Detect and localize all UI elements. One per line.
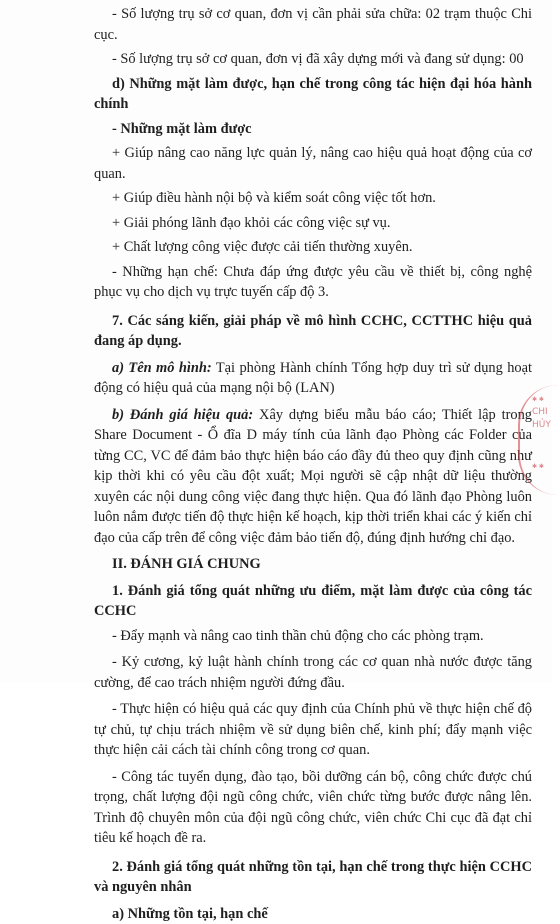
heading-1-strengths: 1. Đánh giá tổng quát những ưu điểm, mặt làm được của công tác CCHC bbox=[94, 581, 532, 622]
label-effectiveness: b) Đánh giá hiệu quả: bbox=[112, 407, 253, 423]
text-effectiveness: Xây dựng biểu mẫu báo cáo; Thiết lập trong Share Document - Ổ đĩa D máy tính của lãnh đạo Phòng các Folder của từng CC, VC để đảm bảo thực hiện báo cáo đầy đủ theo quy định cũng như kịp thời khi có yêu cầu đột xuất; Mọi người sẽ cập nhật dữ liệu thường xuyên các nội dung công việc đang thực hiện. Qua đó lãnh đạo Phòng luôn luôn nắm được tiến độ thực hiện kế hoạch, kịp thời triển khai các ý kiến chỉ đạo của cấp trên để công việc đảm bảo tiến độ, đúng định hướng chỉ đạo. bbox=[94, 407, 532, 546]
stamp-line-2: HỦY bbox=[520, 419, 560, 432]
paragraph-model-name bbox=[94, 358, 532, 399]
paragraph-repair-count: - Số lượng trụ sở cơ quan, đơn vị cần phải sửa chữa: 02 trạm thuộc Chi cục. bbox=[94, 4, 532, 45]
bullet-management-capacity: + Giúp nâng cao năng lực quản lý, nâng cao hiệu quả hoạt động của cơ quan. bbox=[94, 143, 532, 184]
stamp-line-1: CHI bbox=[520, 406, 560, 419]
heading-d-achievements: d) Những mặt làm được, hạn chế trong công tác hiện đại hóa hành chính bbox=[94, 74, 532, 115]
text-model-name: Tại phòng Hành chính Tổng hợp duy trì sử dụng hoạt động có hiệu quả của mạng nội bộ (LAN) bbox=[94, 360, 532, 397]
bullet-internal-control: + Giúp điều hành nội bộ và kiểm soát công việc tốt hơn. bbox=[94, 188, 532, 209]
bullet-quality-improved: + Chất lượng công việc được cải tiến thường xuyên. bbox=[94, 237, 532, 258]
red-seal-stamp: ✱ ✱ CHI HỦY ✱ ✱ bbox=[518, 385, 560, 495]
paragraph-effectiveness bbox=[94, 405, 532, 549]
paragraph-limitations: - Những hạn chế: Chưa đáp ứng được yêu cầu về thiết bị, công nghệ phục vụ cho dịch vụ trực tuyến cấp độ 3. bbox=[94, 262, 532, 303]
paragraph-government-regulations: - Thực hiện có hiệu quả các quy định của Chính phủ về thực hiện chế độ tự chủ, tự chịu trách nhiệm về sử dụng biên chế, kinh phí; đẩy mạnh việc thực hiện cải cách tài chính công trong cơ quan. bbox=[94, 699, 532, 761]
heading-2-shortcomings: 2. Đánh giá tổng quát những tồn tại, hạn chế trong thực hiện CCHC và nguyên nhân bbox=[94, 857, 532, 898]
bullet-free-leadership: + Giải phóng lãnh đạo khỏi các công việc sự vụ. bbox=[94, 213, 532, 234]
heading-2a-shortcomings: a) Những tồn tại, hạn chế bbox=[94, 904, 532, 924]
paragraph-discipline: - Kỷ cương, kỷ luật hành chính trong các cơ quan nhà nước được tăng cường, để cao trách nhiệm người đứng đầu. bbox=[94, 652, 532, 693]
heading-7-initiatives: 7. Các sáng kiến, giải pháp về mô hình CCHC, CCTTHC hiệu quả đang áp dụng. bbox=[94, 311, 532, 352]
paragraph-recruitment-training: - Công tác tuyển dụng, đào tạo, bồi dưỡng cán bộ, công chức được chú trọng, chất lượng đội ngũ công chức, viên chức từng bước được nâng lên. Trình độ chuyên môn của đội ngũ công chức, viên chức Chi cục đã đạt chỉ tiêu kế hoạch đề ra. bbox=[94, 767, 532, 849]
heading-II-general-assessment: II. ĐÁNH GIÁ CHUNG bbox=[94, 554, 532, 575]
label-model-name: a) Tên mô hình: bbox=[112, 360, 212, 376]
paragraph-new-build-count: - Số lượng trụ sở cơ quan, đơn vị đã xây dựng mới và đang sử dụng: 00 bbox=[94, 49, 532, 70]
paragraph-initiative: - Đẩy mạnh và nâng cao tinh thần chủ động cho các phòng trạm. bbox=[94, 626, 532, 647]
heading-achievements: - Những mặt làm được bbox=[94, 119, 532, 140]
